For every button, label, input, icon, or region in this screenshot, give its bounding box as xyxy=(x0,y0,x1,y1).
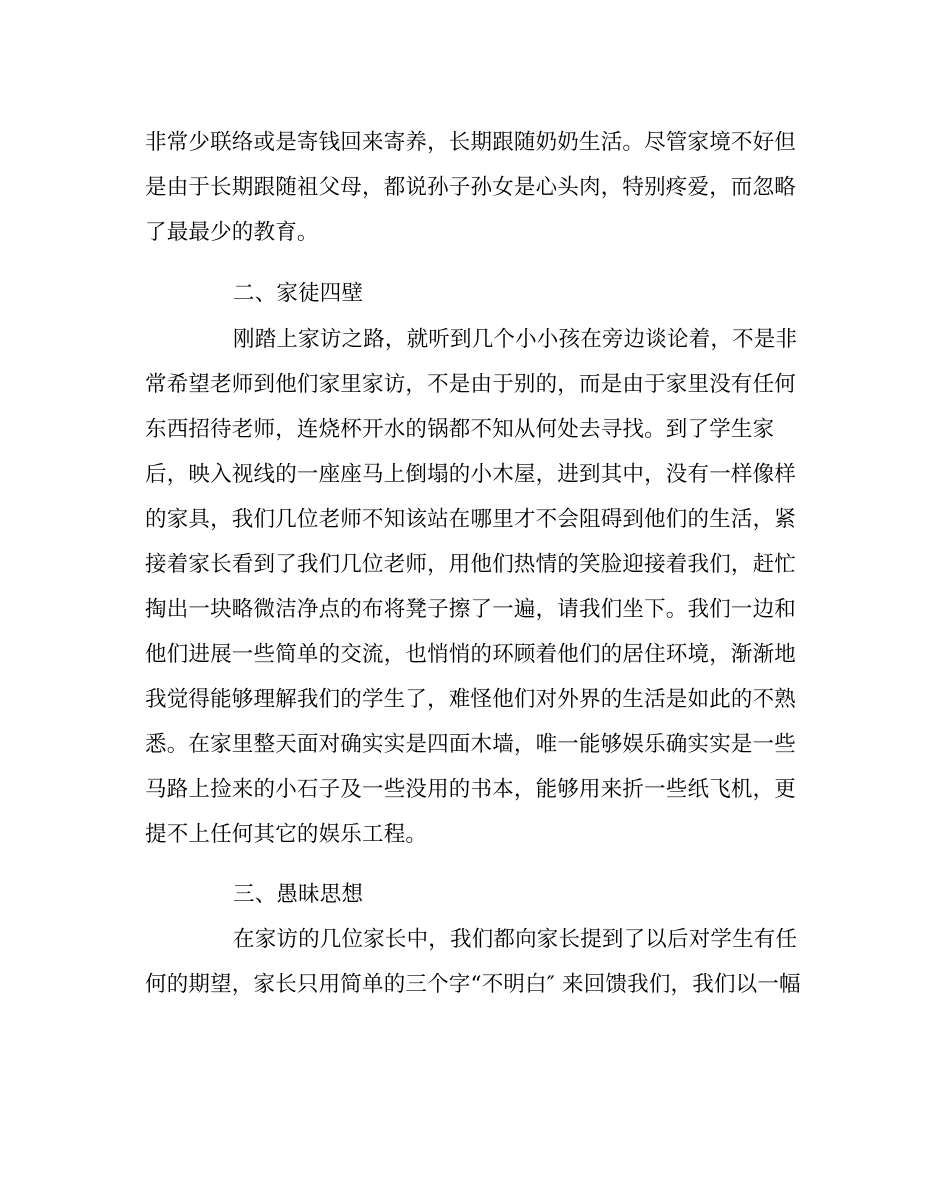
paragraph-line: 后，映入视线的一座座马上倒塌的小木屋，进到其中，没有一样像样 xyxy=(145,462,797,487)
paragraph-line: 马路上捡来的小石子及一些没用的书本，能够用来折一些纸飞机，更 xyxy=(145,777,797,802)
paragraph-line: 的家具，我们几位老师不知该站在哪里才不会阻碍到他们的生活，紧 xyxy=(145,507,797,532)
section-heading: 三、愚昧思想 xyxy=(233,882,364,907)
paragraph-line: 东西招待老师，连烧杯开水的锅都不知从何处去寻找。到了学生家 xyxy=(145,417,775,442)
paragraph-line: 非常少联络或是寄钱回来寄养，长期跟随奶奶生活。尽管家境不好但 xyxy=(145,130,797,155)
paragraph-line: 他们进展一些简单的交流，也悄悄的环顾着他们的居住环境，渐渐地 xyxy=(145,642,797,667)
paragraph-line: 何的期望，家长只用简单的三个字“不明白″ 来回馈我们，我们以一幅 xyxy=(145,972,801,997)
paragraph-line: 了最最少的教育。 xyxy=(145,220,319,245)
paragraph-line: 我觉得能够理解我们的学生了，难怪他们对外界的生活是如此的不熟 xyxy=(145,687,797,712)
paragraph-line: 是由于长期跟随祖父母，都说孙子孙女是心头肉，特别疼爱，而忽略 xyxy=(145,175,797,200)
paragraph-line: 悉。在家里整天面对确实实是四面木墙，唯一能够娱乐确实实是一些 xyxy=(145,732,797,757)
paragraph-line: 刚踏上家访之路，就听到几个小小孩在旁边谈论着，不是非 xyxy=(233,327,798,352)
paragraph-line: 提不上任何其它的娱乐工程。 xyxy=(145,822,428,847)
paragraph-line: 掏出一块略微洁净点的布将凳子擦了一遍，请我们坐下。我们一边和 xyxy=(145,597,797,622)
paragraph-line: 在家访的几位家长中，我们都向家长提到了以后对学生有任 xyxy=(233,927,798,952)
section-heading: 二、家徒四壁 xyxy=(233,281,364,306)
paragraph-line: 接着家长看到了我们几位老师，用他们热情的笑脸迎接着我们，赶忙 xyxy=(145,552,797,577)
paragraph-line: 常希望老师到他们家里家访，不是由于别的，而是由于家里没有任何 xyxy=(145,372,797,397)
